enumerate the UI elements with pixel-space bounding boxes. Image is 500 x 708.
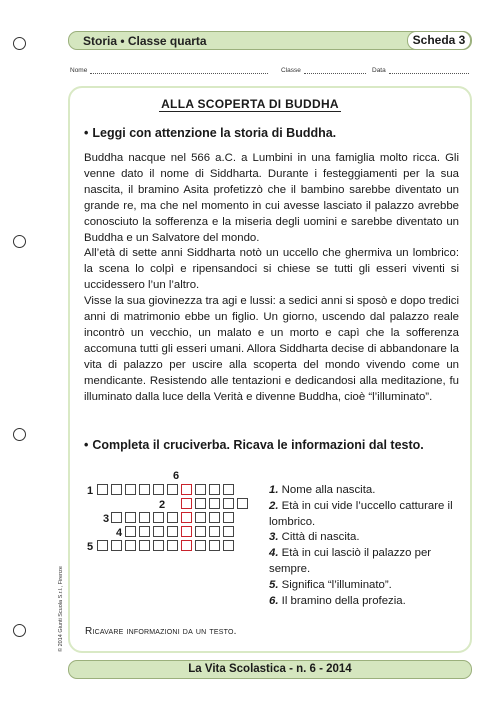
crossword-cell[interactable] bbox=[237, 498, 248, 509]
class-field[interactable] bbox=[281, 67, 366, 74]
binder-hole-3 bbox=[13, 428, 26, 441]
name-label: Nome bbox=[70, 67, 88, 74]
crossword-number: 6 bbox=[173, 470, 180, 482]
date-field[interactable] bbox=[372, 67, 469, 74]
crossword-cell-highlight[interactable] bbox=[181, 540, 192, 551]
bullet-icon: • bbox=[84, 438, 89, 452]
clue-item: 2. Età in cui vide l’uccello catturare il lombrico. bbox=[269, 499, 453, 528]
crossword-number: 2 bbox=[159, 499, 166, 511]
crossword-cell[interactable] bbox=[223, 526, 234, 537]
crossword-cell[interactable] bbox=[167, 512, 178, 523]
instruction-crossword: • Completa il cruciverba. Ricava le informazioni dal testo. bbox=[84, 438, 424, 452]
crossword-cell[interactable] bbox=[111, 540, 122, 551]
crossword-cell[interactable] bbox=[153, 526, 164, 537]
name-field[interactable] bbox=[70, 67, 268, 74]
page-title: ALLA SCOPERTA DI BUDDHA bbox=[161, 97, 339, 111]
crossword-cell[interactable] bbox=[167, 484, 178, 495]
crossword-cell[interactable] bbox=[167, 540, 178, 551]
binder-hole-4 bbox=[13, 624, 26, 637]
class-label: Classe bbox=[281, 67, 301, 74]
crossword-cell[interactable] bbox=[195, 498, 206, 509]
crossword-number: 5 bbox=[87, 541, 94, 553]
footer-band: La Vita Scolastica - n. 6 - 2014 bbox=[68, 660, 472, 679]
crossword-number: 3 bbox=[103, 513, 110, 525]
crossword-cell[interactable] bbox=[139, 540, 150, 551]
bullet-icon: • bbox=[84, 126, 89, 140]
binder-hole-2 bbox=[13, 235, 26, 248]
crossword-cell[interactable] bbox=[125, 484, 136, 495]
crossword-cell[interactable] bbox=[139, 526, 150, 537]
skill-label: Ricavare informazioni da un testo. bbox=[85, 626, 237, 637]
crossword-cell[interactable] bbox=[195, 484, 206, 495]
clue-item: 1. Nome alla nascita. bbox=[269, 484, 376, 496]
crossword-cell[interactable] bbox=[195, 512, 206, 523]
crossword-cell[interactable] bbox=[97, 484, 108, 495]
crossword-cell[interactable] bbox=[195, 540, 206, 551]
instruction-read: • Leggi con attenzione la storia di Buddha. bbox=[84, 126, 337, 140]
story-paragraph: Buddha nacque nel 566 a.C. a Lumbini in una famiglia molto ricca. Gli venne dato il nome di Siddharta. Durante i festeggiamenti per la sua nascita, il bramino Asita profetizzò che il bambino sarebbe diventato un grande re, ma che nel momento in cui avesse lasciato il palazzo avrebbe conosciuto la sofferenza e la miseria degli uomini e sarebbe diventato un Buddha e un Salvatore del mondo. bbox=[84, 152, 459, 244]
crossword-cell-highlight[interactable] bbox=[181, 484, 192, 495]
crossword-cell[interactable] bbox=[111, 512, 122, 523]
crossword-cell[interactable] bbox=[153, 540, 164, 551]
sheet-badge: Scheda 3 bbox=[407, 31, 471, 50]
story-paragraph: Visse la sua giovinezza tra agi e lussi: a sedici anni si sposò e dopo tredici anni di matrimonio ebbe un figlio. Un giorno, uscendo dal palazzo reale incontrò un vecchio, un malato e un morto e capì che la sofferenza accomuna tutti gli esseri umani. Allora Siddharta decise di abbandonare la vita di palazzo per uscire alla scoperta del mondo vivendo come un mendicante. Resistendo alle tentazioni e dedicandosi alla meditazione, fu illuminato dalla luce della Verità e divenne Buddha, cioè “l’illuminato”. bbox=[84, 295, 459, 403]
crossword-cell[interactable] bbox=[223, 498, 234, 509]
crossword-number: 4 bbox=[116, 527, 123, 539]
crossword-cell-highlight[interactable] bbox=[181, 512, 192, 523]
clue-item: 3. Città di nascita. bbox=[269, 531, 360, 544]
header-band bbox=[68, 31, 472, 50]
binder-hole-1 bbox=[13, 37, 26, 50]
clue-item: 4. Età in cui lasciò il palazzo per sempre. bbox=[269, 547, 432, 575]
crossword-cell[interactable] bbox=[223, 484, 234, 495]
crossword-number: 1 bbox=[87, 485, 94, 497]
crossword-cell[interactable] bbox=[195, 526, 206, 537]
clue-item: 5. Significa “l’illuminato”. bbox=[269, 578, 392, 591]
crossword-cell[interactable] bbox=[125, 526, 136, 537]
subject-label: Storia • Classe quarta bbox=[83, 34, 207, 48]
crossword-cell[interactable] bbox=[167, 526, 178, 537]
crossword-cell[interactable] bbox=[153, 512, 164, 523]
clue-item: 6. Il bramino della profezia. bbox=[269, 594, 406, 607]
crossword-cell-highlight[interactable] bbox=[181, 526, 192, 537]
crossword-cell[interactable] bbox=[209, 484, 220, 495]
crossword-clues bbox=[269, 483, 464, 609]
story-text bbox=[84, 151, 459, 406]
crossword-cell-highlight[interactable] bbox=[181, 498, 192, 509]
crossword-cell[interactable] bbox=[209, 512, 220, 523]
crossword-cell[interactable] bbox=[209, 526, 220, 537]
crossword-cell[interactable] bbox=[125, 540, 136, 551]
crossword-cell[interactable] bbox=[223, 540, 234, 551]
crossword-cell[interactable] bbox=[139, 484, 150, 495]
date-label: Data bbox=[372, 67, 386, 74]
crossword-cell[interactable] bbox=[97, 540, 108, 551]
story-paragraph: All’età di sette anni Siddharta notò un uccello che ghermiva un lombrico: la scena lo colpì e ripensandoci si chiese se tutti gli esseri viventi si uccidessero l’un l’altro. bbox=[84, 247, 459, 292]
crossword-cell[interactable] bbox=[111, 484, 122, 495]
crossword-cell[interactable] bbox=[139, 512, 150, 523]
crossword-cell[interactable] bbox=[209, 540, 220, 551]
crossword-cell[interactable] bbox=[125, 512, 136, 523]
copyright-note: © 2014 Giunti Scuola S.r.l., Firenze bbox=[58, 566, 64, 652]
crossword-cell[interactable] bbox=[223, 512, 234, 523]
crossword-cell[interactable] bbox=[153, 484, 164, 495]
crossword-cell[interactable] bbox=[209, 498, 220, 509]
